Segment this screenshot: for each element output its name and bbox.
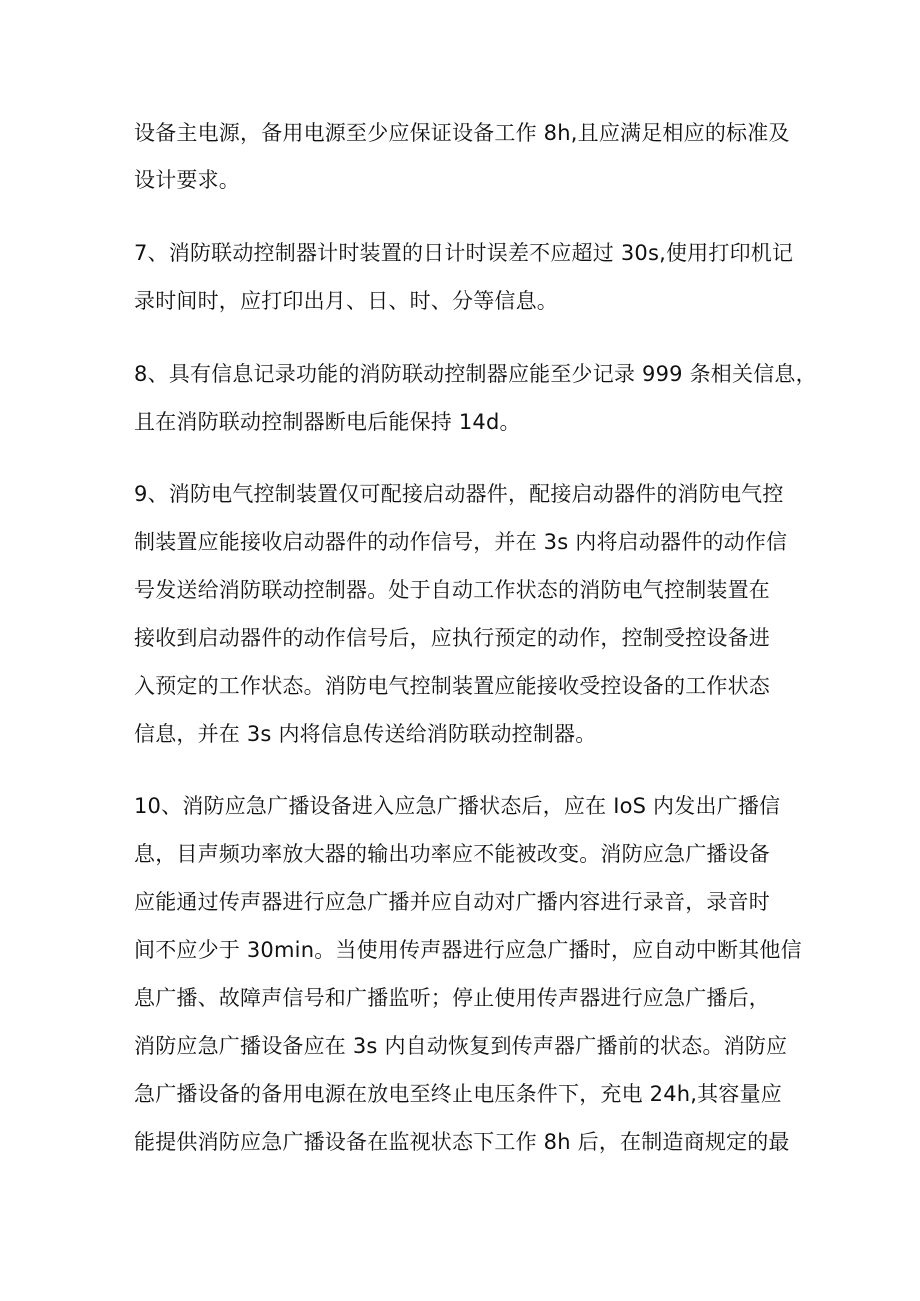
text-line: 制装置应能接收启动器件的动作信号，并在 3s 内将启动器件的动作信	[134, 530, 788, 554]
text-line: 且在消防联动控制器断电后能保持 14d。	[134, 410, 521, 434]
text-line: 信息，并在 3s 内将信息传送给消防联动控制器。	[134, 722, 597, 746]
text-line: 10、消防应急广播设备进入应急广播状态后，应在 IoS 内发出广播信	[134, 794, 781, 818]
text-line: 应能通过传声器进行应急广播并应自动对广播内容进行录音，录音时	[134, 890, 770, 914]
text-line: 7、消防联动控制器计时装置的日计时误差不应超过 30s,使用打印机记	[134, 241, 794, 265]
text-line: 间不应少于 30min。当使用传声器进行应急广播时，应自动中断其他信	[134, 938, 802, 962]
text-line: 号发送给消防联动控制器。处于自动工作状态的消防电气控制装置在	[134, 578, 770, 602]
text-line: 息广播、故障声信号和广播监听；停止使用传声器进行应急广播后，	[134, 986, 770, 1010]
text-line: 急广播设备的备用电源在放电至终止电压条件下，充电 24h,其容量应	[134, 1082, 782, 1106]
text-line: 设计要求。	[134, 168, 240, 192]
text-line: 消防应急广播设备应在 3s 内自动恢复到传声器广播前的状态。消防应	[134, 1034, 788, 1058]
text-line: 8、具有信息记录功能的消防联动控制器应能至少记录 999 条相关信息，	[134, 362, 817, 386]
text-line: 息，目声频功率放大器的输出功率应不能被改变。消防应急广播设备	[134, 842, 770, 866]
text-line: 接收到启动器件的动作信号后，应执行预定的动作，控制受控设备进	[134, 626, 770, 650]
text-line: 入预定的工作状态。消防电气控制装置应能接收受控设备的工作状态	[134, 674, 770, 698]
text-line: 9、消防电气控制装置仅可配接启动器件，配接启动器件的消防电气控	[134, 482, 784, 506]
text-line: 设备主电源，备用电源至少应保证设备工作 8h,且应满足相应的标准及	[134, 121, 790, 145]
text-line: 录时间时，应打印出月、日、时、分等信息。	[134, 289, 558, 313]
text-line: 能提供消防应急广播设备在监视状态下工作 8h 后，在制造商规定的最	[134, 1130, 790, 1154]
